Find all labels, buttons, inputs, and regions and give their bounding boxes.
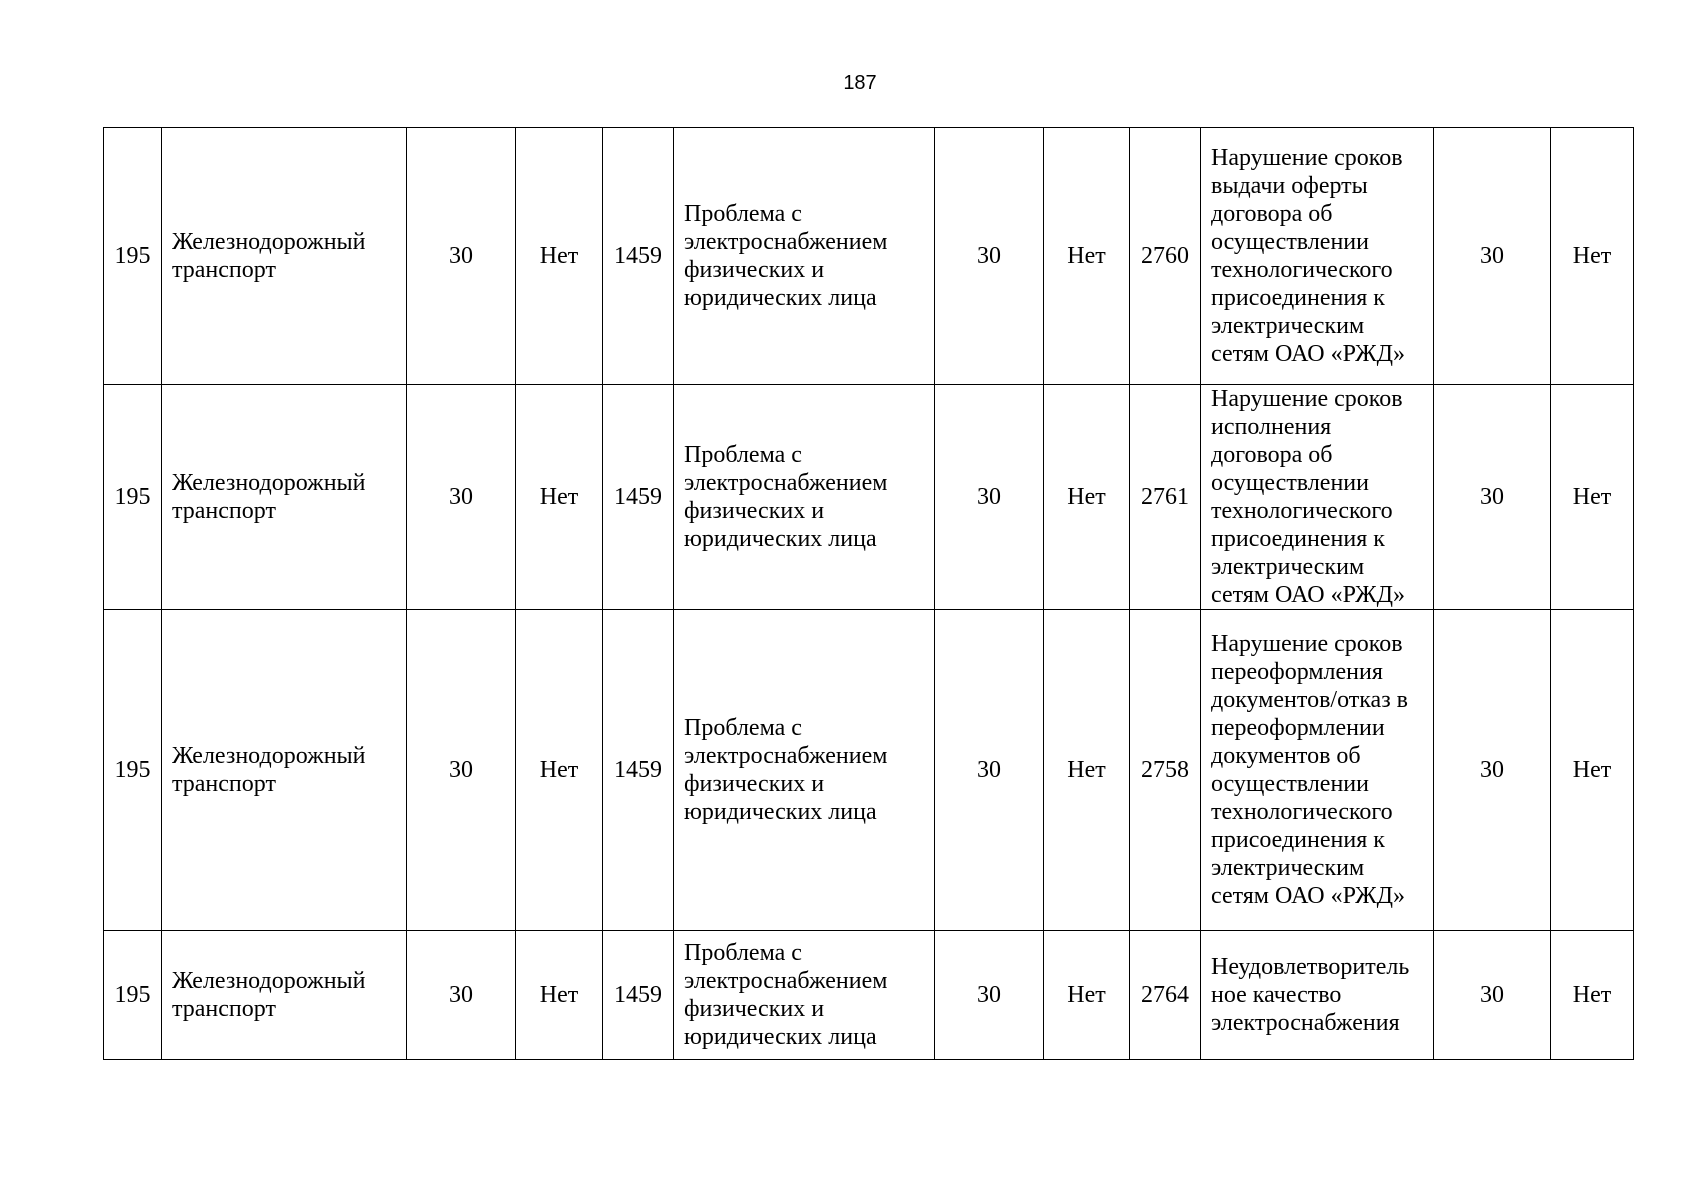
- issue-name-cell: Нарушение сроков выдачи оферты договора об осуществлении технологического присоединения к электрическим сетям ОАО «РЖД»: [1201, 128, 1434, 385]
- topic-term-cell: 30: [935, 931, 1044, 1060]
- registry-table: [103, 127, 1634, 1060]
- issue-flag-cell: Нет: [1551, 128, 1634, 385]
- table-row: [104, 931, 1634, 1060]
- issue-flag-cell: Нет: [1551, 931, 1634, 1060]
- sphere-flag-cell: Нет: [516, 610, 603, 931]
- sphere-name-cell: Железнодорожный транспорт: [162, 385, 407, 610]
- sphere-flag-cell: Нет: [516, 128, 603, 385]
- sphere-term-cell: 30: [407, 610, 516, 931]
- topic-code-cell: 1459: [603, 931, 674, 1060]
- issue-name-cell: Нарушение сроков исполнения договора об осуществлении технологического присоединения к электрическим сетям ОАО «РЖД»: [1201, 385, 1434, 610]
- topic-name-cell: Проблема с электроснабжением физических и юридических лица: [674, 931, 935, 1060]
- issue-term-cell: 30: [1434, 610, 1551, 931]
- sphere-code-cell: 195: [104, 610, 162, 931]
- sphere-term-cell: 30: [407, 128, 516, 385]
- topic-term-cell: 30: [935, 610, 1044, 931]
- table-row: [104, 610, 1634, 931]
- page-number: 187: [843, 72, 877, 94]
- sphere-code-cell: 195: [104, 385, 162, 610]
- topic-code-cell: 1459: [603, 128, 674, 385]
- issue-code-cell: 2764: [1130, 931, 1201, 1060]
- sphere-flag-cell: Нет: [516, 385, 603, 610]
- topic-code-cell: 1459: [603, 610, 674, 931]
- issue-code-cell: 2760: [1130, 128, 1201, 385]
- topic-flag-cell: Нет: [1044, 385, 1130, 610]
- topic-name-cell: Проблема с электроснабжением физических и юридических лица: [674, 385, 935, 610]
- table-row: [104, 128, 1634, 385]
- issue-term-cell: 30: [1434, 128, 1551, 385]
- sphere-flag-cell: Нет: [516, 931, 603, 1060]
- topic-flag-cell: Нет: [1044, 128, 1130, 385]
- sphere-term-cell: 30: [407, 931, 516, 1060]
- table-row: [104, 385, 1634, 610]
- issue-term-cell: 30: [1434, 385, 1551, 610]
- sphere-name-cell: Железнодорожный транспорт: [162, 931, 407, 1060]
- topic-name-cell: Проблема с электроснабжением физических и юридических лица: [674, 128, 935, 385]
- topic-name-cell: Проблема с электроснабжением физических и юридических лица: [674, 610, 935, 931]
- issue-name-cell: Неудовлетворитель ное качество электроснабжения: [1201, 931, 1434, 1060]
- issue-term-cell: 30: [1434, 931, 1551, 1060]
- issue-code-cell: 2758: [1130, 610, 1201, 931]
- issue-name-cell: Нарушение сроков переоформления документов/отказ в переоформлении документов об осуществлении технологического присоединения к электрическим сетям ОАО «РЖД»: [1201, 610, 1434, 931]
- issue-flag-cell: Нет: [1551, 385, 1634, 610]
- sphere-name-cell: Железнодорожный транспорт: [162, 128, 407, 385]
- sphere-name-cell: Железнодорожный транспорт: [162, 610, 407, 931]
- sphere-code-cell: 195: [104, 128, 162, 385]
- topic-term-cell: 30: [935, 385, 1044, 610]
- issue-flag-cell: Нет: [1551, 610, 1634, 931]
- topic-term-cell: 30: [935, 128, 1044, 385]
- issue-code-cell: 2761: [1130, 385, 1201, 610]
- topic-flag-cell: Нет: [1044, 610, 1130, 931]
- sphere-term-cell: 30: [407, 385, 516, 610]
- topic-flag-cell: Нет: [1044, 931, 1130, 1060]
- topic-code-cell: 1459: [603, 385, 674, 610]
- sphere-code-cell: 195: [104, 931, 162, 1060]
